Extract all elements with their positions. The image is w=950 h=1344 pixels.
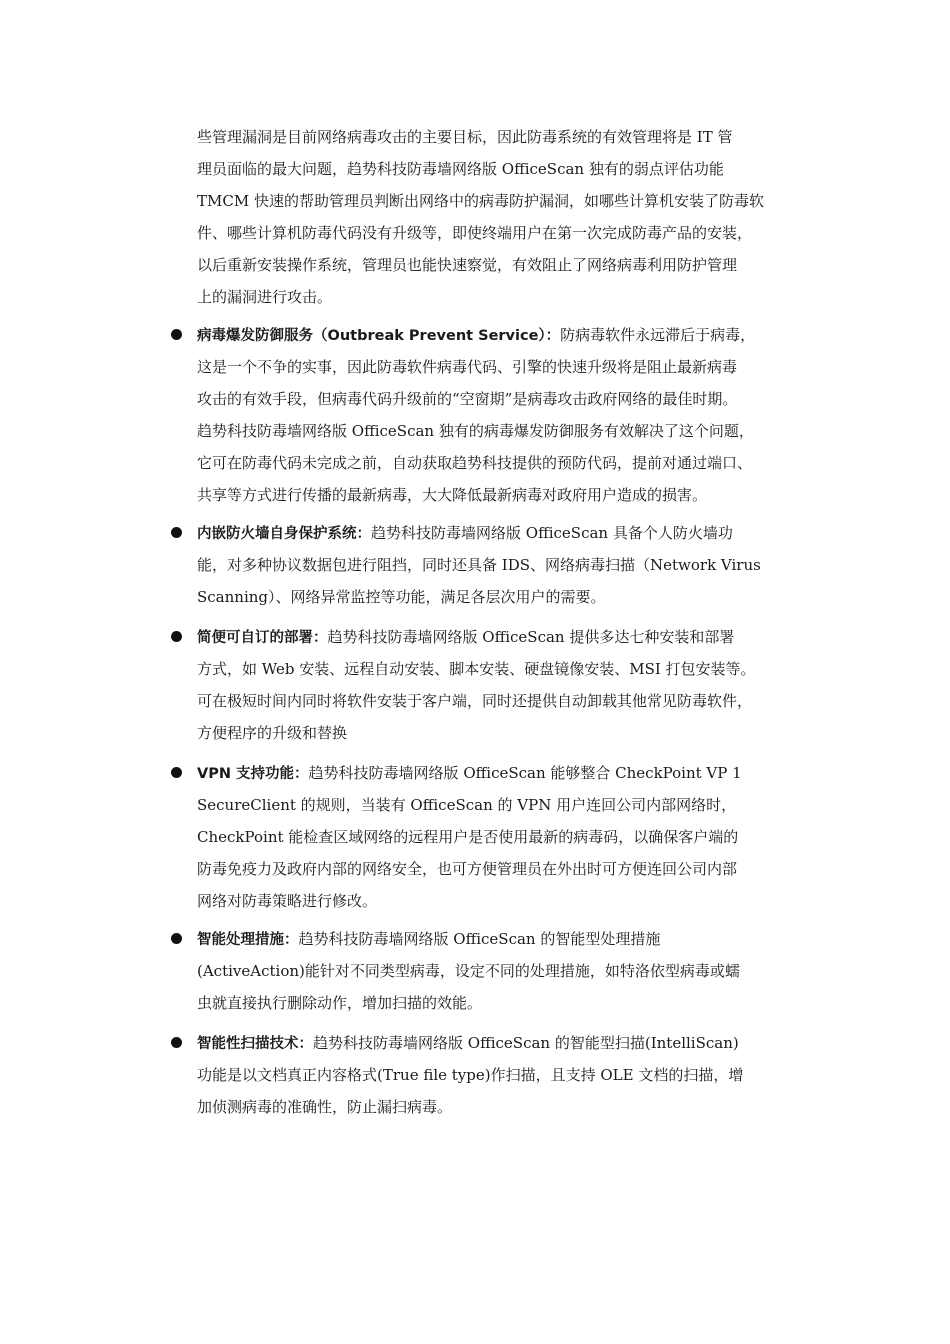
item-text: 趋势科技防毒墙网络版 OfficeScan 提供多达七种安装和部署 <box>327 628 735 646</box>
item-line: 这是一个不争的实事，因此防毒软件病毒代码、引擎的快速升级将是阻止最新病毒 <box>197 358 738 376</box>
bullet-icon <box>171 767 182 778</box>
list-item-intelliscan <box>197 1027 812 1123</box>
item-line: 趋势科技防毒墙网络版 OfficeScan 独有的病毒爆发防御服务有效解决了这个问题， <box>197 422 754 440</box>
item-line: 可在极短时间内同时将软件安装于客户端，同时还提供自动卸载其他常见防毒软件， <box>197 692 753 710</box>
bullet-icon <box>171 329 182 340</box>
item-first-line <box>197 517 812 549</box>
item-line: SecureClient 的规则，当装有 OfficeScan 的 VPN 用户连回公司内部网络时， <box>197 796 737 814</box>
intro-paragraph <box>197 121 812 313</box>
item-term: VPN 支持功能： <box>197 766 309 782</box>
bullet-icon <box>171 933 182 944</box>
intro-line: 上的漏洞进行攻击。 <box>197 288 333 306</box>
item-line: 它可在防毒代码未完成之前，自动获取趋势科技提供的预防代码，提前对通过端口、 <box>197 454 753 472</box>
item-line: 防毒免疫力及政府内部的网络安全，也可方便管理员在外出时可方便连回公司内部 <box>197 860 738 878</box>
intro-line: TMCM 快速的帮助管理员判断出网络中的病毒防护漏洞，如哪些计算机安装了防毒软 <box>197 192 764 210</box>
item-line: 功能是以文档真正内容格式(True file type)作扫描，且支持 OLE 文档的扫描，增 <box>197 1066 744 1084</box>
item-line: 加侦测病毒的准确性，防止漏扫病毒。 <box>197 1098 453 1116</box>
list-item-active-action <box>197 923 812 1019</box>
item-line: 共享等方式进行传播的最新病毒，大大降低最新病毒对政府用户造成的损害。 <box>197 486 708 504</box>
intro-line: 理员面临的最大问题，趋势科技防毒墙网络版 OfficeScan 独有的弱点评估功能 <box>197 160 724 178</box>
item-line: 方式，如 Web 安装、远程自动安装、脚本安装、硬盘镜像安装、MSI 打包安装等。 <box>197 660 756 678</box>
item-text: 趋势科技防毒墙网络版 OfficeScan 的智能型扫描(IntelliScan) <box>313 1034 739 1052</box>
item-term: 内嵌防火墙自身保护系统： <box>197 526 371 542</box>
item-first-line <box>197 1027 812 1059</box>
item-line: 虫就直接执行删除动作，增加扫描的效能。 <box>197 994 483 1012</box>
item-line: 能，对多种协议数据包进行阻挡，同时还具备 IDS、网络病毒扫描（Network Virus <box>197 556 761 574</box>
item-first-line <box>197 319 812 351</box>
item-text: 趋势科技防毒墙网络版 OfficeScan 的智能型处理措施 <box>298 930 661 948</box>
item-line: (ActiveAction)能针对不同类型病毒，设定不同的处理措施，如特洛依型病毒或蠕 <box>197 962 740 980</box>
list-item-outbreak-prevent <box>197 319 812 511</box>
item-line: 方便程序的升级和替换 <box>197 724 348 742</box>
item-text: 趋势科技防毒墙网络版 OfficeScan 能够整合 CheckPoint VP 1 <box>308 764 742 782</box>
bullet-icon <box>171 527 182 538</box>
item-line: CheckPoint 能检查区域网络的远程用户是否使用最新的病毒码，以确保客户端的 <box>197 828 739 846</box>
item-first-line <box>197 621 812 653</box>
item-term: 智能性扫描技术： <box>197 1036 313 1052</box>
item-text: 趋势科技防毒墙网络版 OfficeScan 具备个人防火墙功 <box>371 524 733 542</box>
bullet-icon <box>171 631 182 642</box>
item-first-line <box>197 923 812 955</box>
bullet-icon <box>171 1037 182 1048</box>
list-item-deployment <box>197 621 812 749</box>
item-term: 简便可自订的部署： <box>197 630 328 646</box>
list-item-firewall <box>197 517 812 613</box>
intro-line: 些管理漏洞是目前网络病毒攻击的主要目标，因此防毒系统的有效管理将是 IT 管 <box>197 128 733 146</box>
intro-line: 件、哪些计算机防毒代码没有升级等，即使终端用户在第一次完成防毒产品的安装， <box>197 224 753 242</box>
item-term: 智能处理措施： <box>197 932 299 948</box>
item-term: 病毒爆发防御服务（Outbreak Prevent Service）： <box>197 328 561 344</box>
intro-line: 以后重新安装操作系统，管理员也能快速察觉，有效阻止了网络病毒利用防护管理 <box>197 256 738 274</box>
item-first-line <box>197 757 812 789</box>
item-line: 攻击的有效手段，但病毒代码升级前的“空窗期”是病毒攻击政府网络的最佳时期。 <box>197 390 738 408</box>
item-text: 防病毒软件永远滞后于病毒， <box>560 326 756 344</box>
item-line: Scanning）、网络异常监控等功能，满足各层次用户的需要。 <box>197 588 606 606</box>
item-line: 网络对防毒策略进行修改。 <box>197 892 378 910</box>
list-item-vpn <box>197 757 812 917</box>
